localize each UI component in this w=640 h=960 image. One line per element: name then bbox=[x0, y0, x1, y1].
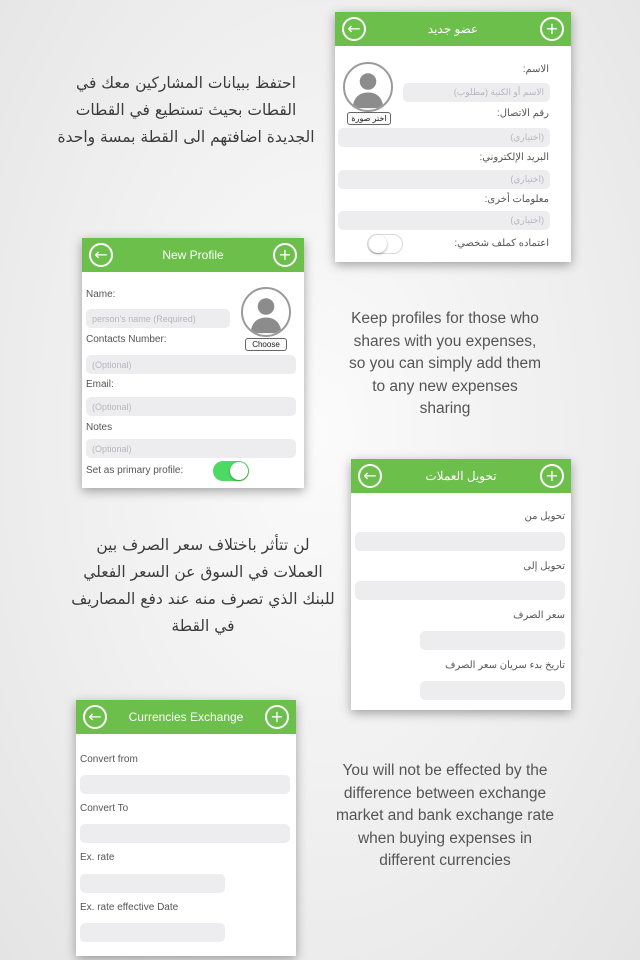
arabic-profile-card bbox=[335, 12, 571, 262]
convert-to-label: Convert To bbox=[80, 803, 129, 814]
english-profile-card bbox=[82, 238, 304, 488]
english-profile-header bbox=[82, 238, 304, 272]
arabic-exchange-title: تحويل العملات bbox=[425, 469, 497, 483]
primary-profile-label: اعتماده كملف شخصي: bbox=[454, 238, 549, 249]
arabic-caption-profiles: احتفظ ببيانات المشاركين معك في القطات بحيث تستطيع في القطات الجديدة اضافتهم الى القطة بمسة واحدة bbox=[57, 74, 315, 146]
english-caption-profiles: Keep profiles for those who shares with you expenses, so you can simply add them to any new expenses sharing bbox=[348, 310, 542, 417]
primary-profile-toggle[interactable] bbox=[367, 234, 403, 254]
avatar-placeholder-icon[interactable] bbox=[241, 287, 291, 337]
english-exchange-card bbox=[76, 700, 296, 956]
phone-input[interactable]: (Optional) bbox=[86, 355, 296, 374]
name-label: Name: bbox=[86, 289, 116, 300]
convert-to-input[interactable] bbox=[355, 581, 565, 600]
toggle-knob bbox=[230, 462, 248, 480]
exchange-rate-input[interactable] bbox=[420, 631, 565, 650]
choose-photo-button[interactable]: اختر صورة bbox=[347, 112, 391, 125]
email-label: البريد الإلكتروني: bbox=[479, 152, 549, 163]
convert-from-label: تحويل من bbox=[524, 511, 565, 522]
notes-label: معلومات أخرى: bbox=[484, 194, 549, 205]
convert-to-label: تحويل إلى bbox=[523, 561, 565, 572]
arabic-caption-exchange: لن تتأثر باختلاف سعر الصرف بين العملات في السوق عن السعر الفعلي للبنك الذي تصرف منه عند دفع المصاريف في القطة bbox=[71, 536, 335, 635]
email-input[interactable]: (Optional) bbox=[86, 397, 296, 416]
convert-to-input[interactable] bbox=[80, 824, 290, 843]
notes-input[interactable]: (Optional) bbox=[86, 439, 296, 458]
rate-date-label: تاريخ بدء سريان سعر الصرف bbox=[445, 660, 565, 671]
add-plus-icon[interactable]: + bbox=[540, 464, 564, 488]
back-arrow-icon[interactable]: ← bbox=[89, 243, 113, 267]
convert-from-label: Convert from bbox=[80, 754, 138, 765]
exchange-rate-label: سعر الصرف bbox=[513, 610, 565, 621]
avatar-placeholder-icon[interactable] bbox=[343, 62, 393, 112]
add-plus-icon[interactable]: + bbox=[265, 705, 289, 729]
exchange-rate-input[interactable] bbox=[80, 874, 225, 893]
notes-label: Notes bbox=[86, 422, 113, 433]
choose-photo-button[interactable]: Choose bbox=[245, 338, 287, 351]
phone-input[interactable]: (اختياري) bbox=[338, 128, 550, 147]
back-arrow-icon[interactable]: ← bbox=[83, 705, 107, 729]
back-arrow-icon[interactable]: ← bbox=[342, 17, 366, 41]
arabic-exchange-card bbox=[351, 459, 571, 710]
english-caption-exchange: You will not be effected by the difference between exchange market and bank exchange rate when buying expenses in different currencies bbox=[336, 762, 554, 869]
name-input[interactable]: الاسم أو الكنية (مطلوب) bbox=[403, 83, 550, 102]
arabic-exchange-header bbox=[351, 459, 571, 493]
name-label: الاسم: bbox=[522, 64, 549, 75]
add-plus-icon[interactable]: + bbox=[540, 17, 564, 41]
toggle-knob bbox=[369, 235, 387, 253]
rate-date-label: Ex. rate effective Date bbox=[80, 902, 179, 913]
primary-profile-label: Set as primary profile: bbox=[86, 465, 184, 476]
notes-input[interactable]: (اختياري) bbox=[338, 211, 550, 230]
exchange-rate-label: Ex. rate bbox=[80, 852, 115, 863]
phone-label: Contacts Number: bbox=[86, 334, 167, 345]
add-plus-icon[interactable]: + bbox=[273, 243, 297, 267]
english-exchange-title: Currencies Exchange bbox=[128, 710, 244, 724]
arabic-profile-header bbox=[335, 12, 571, 46]
name-input[interactable]: person's name (Required) bbox=[86, 309, 230, 328]
english-profile-title: New Profile bbox=[162, 248, 224, 262]
convert-from-input[interactable] bbox=[80, 775, 290, 794]
rate-date-input[interactable] bbox=[420, 681, 565, 700]
phone-label: رقم الاتصال: bbox=[496, 108, 549, 119]
email-label: Email: bbox=[86, 379, 114, 390]
rate-date-input[interactable] bbox=[80, 923, 225, 942]
primary-profile-toggle[interactable] bbox=[213, 461, 249, 481]
email-input[interactable]: (اختياري) bbox=[338, 170, 550, 189]
arabic-profile-title: عضو جديد bbox=[427, 22, 479, 36]
english-exchange-header bbox=[76, 700, 296, 734]
convert-from-input[interactable] bbox=[355, 532, 565, 551]
back-arrow-icon[interactable]: ← bbox=[358, 464, 382, 488]
